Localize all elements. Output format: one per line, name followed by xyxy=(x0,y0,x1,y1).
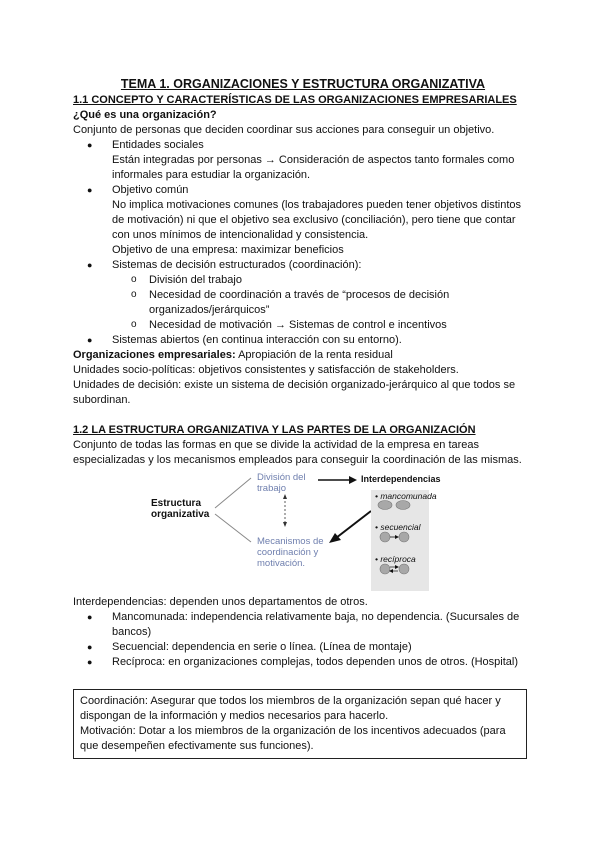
bullet-title: ● Sistemas de decisión estructurados (coordinación): xyxy=(112,259,362,271)
diagram-mechanisms-label: Mecanismos de coordinación y motivación. xyxy=(257,536,324,569)
section2-heading: 1.2 LA ESTRUCTURA ORGANIZATIVA Y LAS PARTES DE LA ORGANIZACIÓN xyxy=(73,424,476,436)
sublist-item: o División del trabajo xyxy=(73,273,533,288)
org-text: Apropiación de la renta residual xyxy=(235,349,393,361)
definitions-box xyxy=(73,689,527,759)
list-item: ● Secuencial: dependencia en serie o línea. (Línea de montaje) xyxy=(73,640,533,655)
structure-diagram xyxy=(73,470,533,595)
list-item xyxy=(73,138,533,183)
sublist-item: o Necesidad de coordinación a través de “procesos de decisión organizados/jerárquicos” xyxy=(73,288,533,318)
bullet-title: ● Objetivo común xyxy=(112,184,189,196)
units-socio: Unidades socio-políticas: objetivos consistentes y satisfacción de stakeholders. xyxy=(73,364,459,376)
interdep-intro: Interdependencias: dependen unos departamentos de otros. xyxy=(73,596,368,608)
bullet-detail: Están integradas por personas → Consideración de aspectos tanto formales como informales para estudiar la organización. xyxy=(112,154,515,181)
definition: Conjunto de personas que deciden coordinar sus acciones para conseguir un objetivo. xyxy=(73,124,495,136)
bullet-title: ● Entidades sociales xyxy=(112,139,204,151)
diagram-interdep-title: Interdependencias xyxy=(361,474,441,484)
list-item xyxy=(73,183,533,258)
list-item: ● Recíproca: en organizaciones complejas, todos dependen unos de otros. (Hospital) xyxy=(73,655,533,670)
diagram-root-label: Estructura organizativa xyxy=(151,498,210,520)
list-item: ● Sistemas abiertos (en continua interacción con su entorno). xyxy=(73,333,533,348)
coordination-definition: Coordinación: Asegurar que todos los miembros de la organización sepan qué hacer y dispongan de la información y medios necesarios para hacerlo. xyxy=(80,695,501,722)
units-decision: Unidades de decisión: existe un sistema de decisión organizado-jerárquico al que todos se subordinan. xyxy=(73,379,516,406)
diagram-type-sequential: • secuencial xyxy=(375,522,421,532)
question: ¿Qué es una organización? xyxy=(73,109,217,121)
characteristics-list xyxy=(73,138,533,348)
diagram-division-label: División del trabajo xyxy=(257,472,306,494)
list-item: ● Mancomunada: independencia relativamente baja, no dependencia. (Sucursales de bancos) xyxy=(73,610,533,640)
sublist xyxy=(112,273,533,333)
document-title: TEMA 1. ORGANIZACIONES Y ESTRUCTURA ORGANIZATIVA xyxy=(120,77,486,91)
motivation-definition: Motivación: Dotar a los miembros de la organización de los incentivos adecuados (para que desempeñen efectivamente sus funciones). xyxy=(80,725,506,752)
document-page xyxy=(73,76,533,670)
sublist-item: o Necesidad de motivación → Sistemas de control e incentivos xyxy=(73,318,533,333)
org-label: Organizaciones empresariales: xyxy=(73,349,236,361)
org-line xyxy=(73,348,533,363)
diagram-type-pooled: • mancomunada xyxy=(375,491,437,501)
diagram-type-reciprocal: • recíproca xyxy=(375,554,416,564)
structure-definition: Conjunto de todas las formas en que se divide la actividad de la empresa en tareas especializadas y los mecanismos empleados para conseguir la coordinación de las mismas. xyxy=(73,439,522,466)
type-label: secuencial xyxy=(380,522,421,532)
list-item xyxy=(73,258,533,333)
type-label: mancomunada xyxy=(380,491,437,501)
bullet-detail: No implica motivaciones comunes (los trabajadores pueden tener objetivos distintos de motivación) ni que el objetivo sea exclusivo (conciliación), pero tiene que contar con unos mínimos de intencionalidad y consistencia. xyxy=(112,199,522,241)
type-label: recíproca xyxy=(380,554,416,564)
section1-heading: 1.1 CONCEPTO Y CARACTERÍSTICAS DE LAS ORGANIZACIONES EMPRESARIALES xyxy=(73,94,517,106)
bullet-detail: Objetivo de una empresa: maximizar beneficios xyxy=(112,244,344,256)
interdependence-list xyxy=(73,610,533,670)
